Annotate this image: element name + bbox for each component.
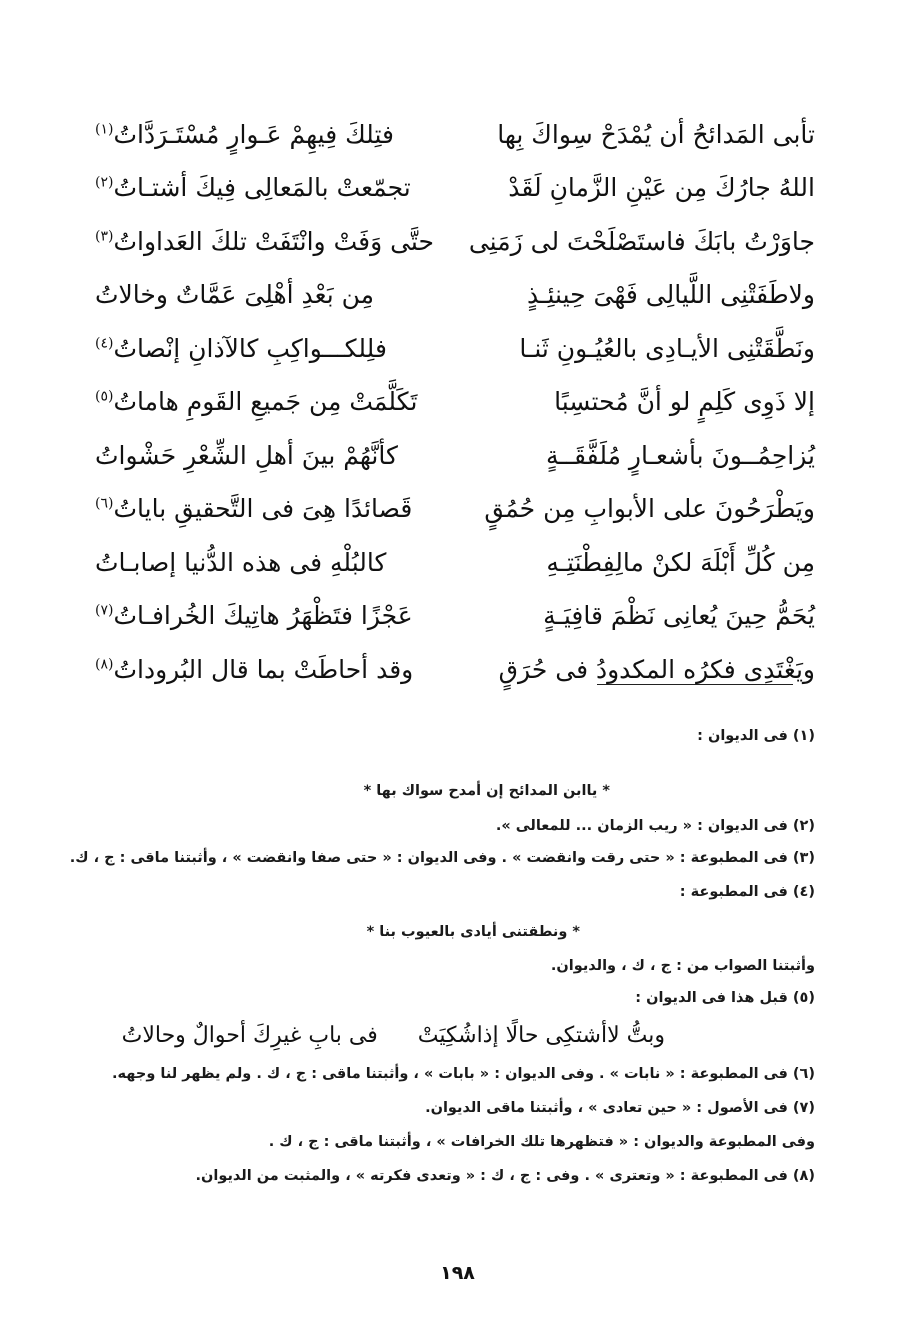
- verse: [95, 483, 815, 537]
- hemistich-text: قَصائدًا هِىَ فى التَّحقيقِ باياتُ: [113, 494, 413, 524]
- footnote-3: (٣) فى المطبوعة : « حتى رقت وانقضت » . وفى الديوان : « حتى صفا وانقضت » ، وأثبتنا ماقى : ج ، ك.: [69, 850, 815, 866]
- first-hemistich: ويَطْرَحُونَ على الأبوابِ مِن حُمُقٍ: [484, 494, 815, 524]
- verse: [95, 215, 815, 269]
- first-hemistich: إلا ذَوِى كَلِمٍ لو أنَّ مُحتسِبًا: [554, 387, 815, 417]
- footnote-marker: (٦): [95, 495, 114, 512]
- first-hemistich: ويَغْتَدِى فكرُه المكدودُ فى حُرَقٍ: [498, 654, 815, 684]
- verse: [95, 322, 815, 376]
- second-hemistich: [95, 227, 435, 257]
- hemistich-text: تَكَلَّمَتْ مِن جَميعِ القَومِ هاماتُ: [113, 387, 418, 417]
- verse: [95, 536, 815, 590]
- second-hemistich: [95, 494, 435, 524]
- footnote-7: (٧) فى الأصول : « حين تعادى » ، وأثبتنا ماقى الديوان.: [425, 1100, 815, 1116]
- second-hemistich: [95, 173, 435, 203]
- verse: [95, 590, 815, 644]
- hemistich-text: مِن بَعْدِ أهْلِىَ عَمَّاتٌ وخالاتُ: [95, 280, 375, 310]
- first-hemistich: جاوَرْتُ بابَكَ فاستَصْلَحْتَ لى زَمَنِى: [468, 226, 815, 256]
- second-hemistich: [95, 334, 435, 364]
- quoted-verse-second: فى بابِ غيرِكَ أحوالٌ وحالاتُ: [121, 1023, 378, 1048]
- page-number: ١٩٨: [440, 1262, 475, 1284]
- first-hemistich: اللهُ جارُكَ مِن عَيْنِ الزَّمانِ لَقَدْ: [508, 173, 815, 203]
- footnote-marker: (٣): [95, 228, 114, 245]
- footnote-marker: (٤): [95, 335, 114, 352]
- footnote-marker: (٢): [95, 174, 114, 191]
- footnote-8: (٨) فى المطبوعة : « وتعترى » . وفى : ج ، ك : « وتعدى فكرته » ، والمثبت من الديوان.: [195, 1168, 815, 1184]
- footnote-1: (١) فى الديوان :: [697, 728, 815, 744]
- verse: [95, 643, 815, 697]
- second-hemistich: [95, 387, 435, 417]
- hemistich-text: فتِلكَ فِيهِمْ عَـوارٍ مُسْتَـرَدَّاتُ: [113, 119, 394, 149]
- footnote-6: (٦) فى المطبوعة : « نابات » . وفى الديوان : « بابات » ، وأثبتنا ماقى : ج ، ك . ولم يظهر لنا وجهه.: [112, 1066, 815, 1082]
- verse: [95, 108, 815, 162]
- footnote-marker: (٨): [95, 656, 114, 673]
- first-hemistich: ونَطَّقَتْنِى الأيـادِى بالعُيُـونِ ثَنـا: [519, 333, 815, 363]
- footnote-5: (٥) قبل هذا فى الديوان :: [635, 990, 815, 1006]
- poem: [95, 108, 815, 697]
- hemistich-text: كالبُلْهِ فى هذه الدُّنيا إصابـاتُ: [95, 547, 387, 577]
- verse: [95, 269, 815, 323]
- footnote-marker: (٥): [95, 388, 114, 405]
- first-hemistich: مِن كُلِّ أَبْلَهَ لكنْ مالِفِطْنَتِـهِ: [546, 547, 815, 577]
- second-hemistich: [95, 120, 435, 150]
- first-hemistich: يُحَمُّ حِينَ يُعانِى نَظْمَ قافِيَـةٍ: [543, 601, 815, 631]
- first-hemistich: تأبى المَدائحُ أن يُمْدَحْ سِواكَ بِها: [497, 119, 815, 149]
- first-hemistich: يُزاحِمُــونَ بأشعـارٍ مُلَفَّقَــةٍ: [545, 440, 815, 470]
- hemistich-text: فلِلكـــواكِبِ كالآذانِ إنْصاتُ: [113, 333, 387, 363]
- verse: [95, 376, 815, 430]
- footnote-marker: (١): [95, 121, 114, 138]
- second-hemistich: [95, 601, 435, 631]
- hemistich-text: عَجْزًا فتَظْهَرُ هاتِيكَ الخُرافـاتُ: [113, 601, 413, 631]
- verse: [95, 429, 815, 483]
- quoted-hemistich: * ياابن المدائح إن أمدح سواك بها *: [363, 783, 610, 799]
- verse: [95, 162, 815, 216]
- hemistich-text: تجمّعتْ بالمَعالِى فِيكَ أشتـاتُ: [113, 173, 411, 203]
- second-hemistich: [95, 548, 435, 578]
- quoted-verse-first: وبتُّ لاأشتكِى حالًا إذاشُكِيَتْ: [417, 1023, 665, 1048]
- footnote-4: (٤) فى المطبوعة :: [679, 884, 815, 900]
- footnote-divider: [597, 684, 793, 685]
- second-hemistich: [95, 655, 435, 685]
- hemistich-text: كأنَّهُمْ بينَ أهلِ الشِّعْرِ حَشْواتُ: [95, 440, 398, 470]
- hemistich-text: حتَّى وَفَتْ وانْتَفَتْ تلكَ العَداواتُ: [113, 226, 434, 256]
- hemistich-text: وقد أحاطَتْ بما قال البُروداتُ: [113, 654, 414, 684]
- quoted-hemistich: * ونطقتنى أيادى بالعيوب بنا *: [366, 924, 580, 940]
- quoted-verse: [95, 1023, 815, 1048]
- first-hemistich: ولاطَفَتْنِى اللَّيالِى فَهْىَ حِينئِـذٍ: [527, 280, 815, 310]
- footnote-2: (٢) فى الديوان : « ريب الزمان ... للمعالى ».: [495, 818, 815, 834]
- second-hemistich: [95, 280, 435, 310]
- second-hemistich: [95, 441, 435, 471]
- footnote-4-continued: وأثبتنا الصواب من : ج ، ك ، والديوان.: [550, 958, 815, 974]
- footnote-marker: (٧): [95, 602, 114, 619]
- footnote-7-continued: وفى المطبوعة والديوان : « فتظهرها تلك الخرافات » ، وأثبتنا ماقى : ج ، ك .: [268, 1134, 815, 1150]
